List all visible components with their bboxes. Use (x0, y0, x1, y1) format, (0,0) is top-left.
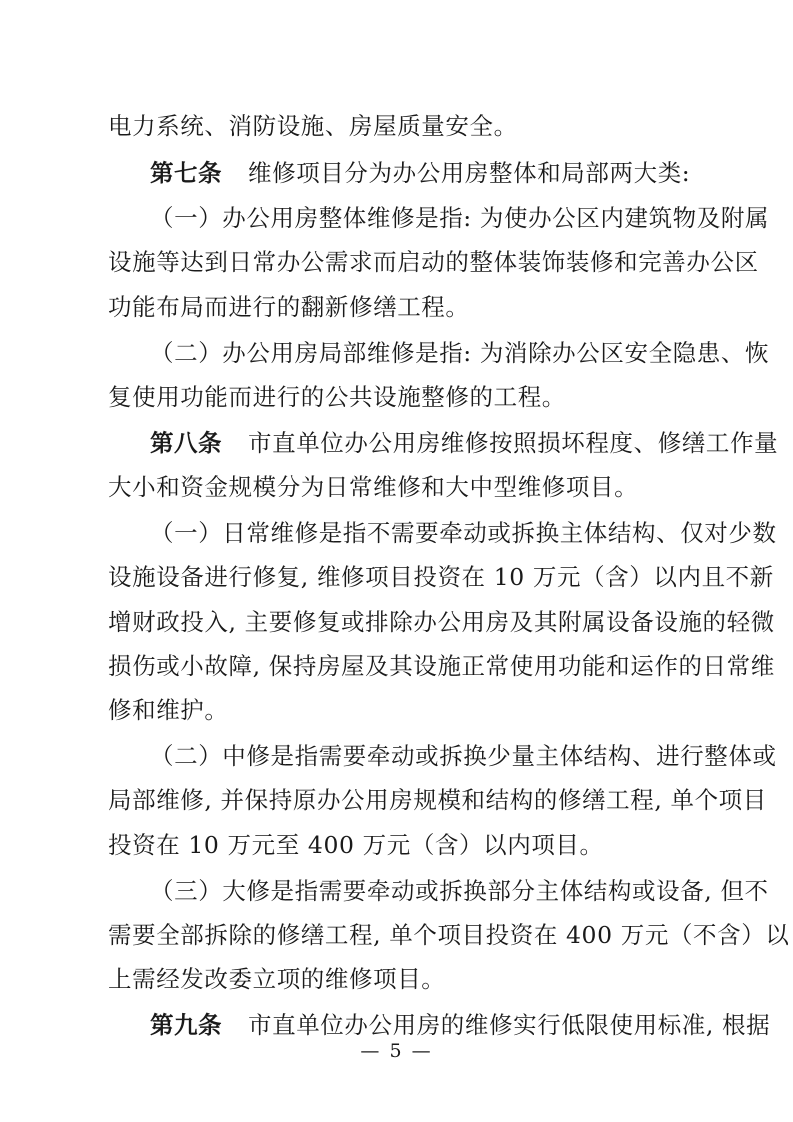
text-line (108, 688, 688, 732)
text-line (108, 644, 775, 688)
text-line (108, 555, 774, 599)
text-line (108, 104, 688, 148)
line-text: 市直单位办公用房维修按照损坏程度、修缮工作量 (248, 429, 779, 457)
text-line (108, 957, 688, 1001)
line-text: 局部维修, 并保持原办公用房规模和结构的修缮工程, 单个项目 (108, 786, 767, 814)
line-text: 损伤或小故障, 保持房屋及其设施正常使用功能和运作的日常维 (108, 652, 775, 680)
line-text: 市直单位办公用房的维修实行低限使用标准, 根据 (248, 1011, 771, 1039)
line-text: 增财政投入, 主要修复或排除办公用房及其附属设备设施的轻微 (108, 608, 775, 636)
text-line (108, 465, 688, 509)
article-7-line (150, 151, 690, 195)
line-text: 上需经发改委立项的维修项目。 (108, 965, 446, 993)
article-heading: 第九条 (150, 1011, 222, 1039)
line-text: 复使用功能而进行的公共设施整修的工程。 (108, 383, 566, 411)
line-text: （三）大修是指需要牵动或拆换部分主体结构或设备, 但不 (150, 877, 769, 905)
line-text: 修和维护。 (108, 696, 229, 724)
text-line (150, 196, 770, 240)
line-text: （一）办公用房整体维修是指: 为使办公区内建筑物及附属 (150, 204, 770, 232)
line-text: 功能布局而进行的翻新修缮工程。 (108, 293, 470, 321)
line-text: （二）中修是指需要牵动或拆换少量主体结构、进行整体或 (150, 742, 777, 770)
text-line (108, 375, 688, 419)
line-text: 设施等达到日常办公需求而启动的整体装饰装修和完善办公区 (108, 248, 759, 276)
text-line (150, 869, 769, 913)
line-text: 设施设备进行修复, 维修项目投资在 10 万元（含）以内且不新 (108, 563, 774, 591)
text-line (150, 331, 770, 375)
text-line (108, 600, 775, 644)
line-text: 大小和资金规模分为日常维修和大中型维修项目。 (108, 473, 639, 501)
line-text: 投资在 10 万元至 400 万元（含）以内项目。 (108, 831, 604, 859)
article-heading: 第七条 (150, 159, 222, 187)
line-text: （二）办公用房局部维修是指: 为消除办公区安全隐患、恢 (150, 339, 770, 367)
text-line (108, 778, 767, 822)
text-line (150, 511, 777, 555)
article-8-line (150, 421, 779, 465)
line-text: 维修项目分为办公用房整体和局部两大类: (248, 159, 691, 187)
text-line (150, 734, 777, 778)
text-line (108, 285, 688, 329)
line-text: 电力系统、消防设施、房屋质量安全。 (108, 112, 518, 140)
line-text: （一）日常维修是指不需要牵动或拆换主体结构、仅对少数 (150, 519, 777, 547)
text-line (108, 913, 790, 957)
line-text: 需要全部拆除的修缮工程, 单个项目投资在 400 万元（不含）以 (108, 921, 790, 949)
text-line (108, 823, 688, 867)
article-heading: 第八条 (150, 429, 222, 457)
text-line (108, 240, 759, 284)
page-number: — 5 — (360, 1040, 433, 1062)
